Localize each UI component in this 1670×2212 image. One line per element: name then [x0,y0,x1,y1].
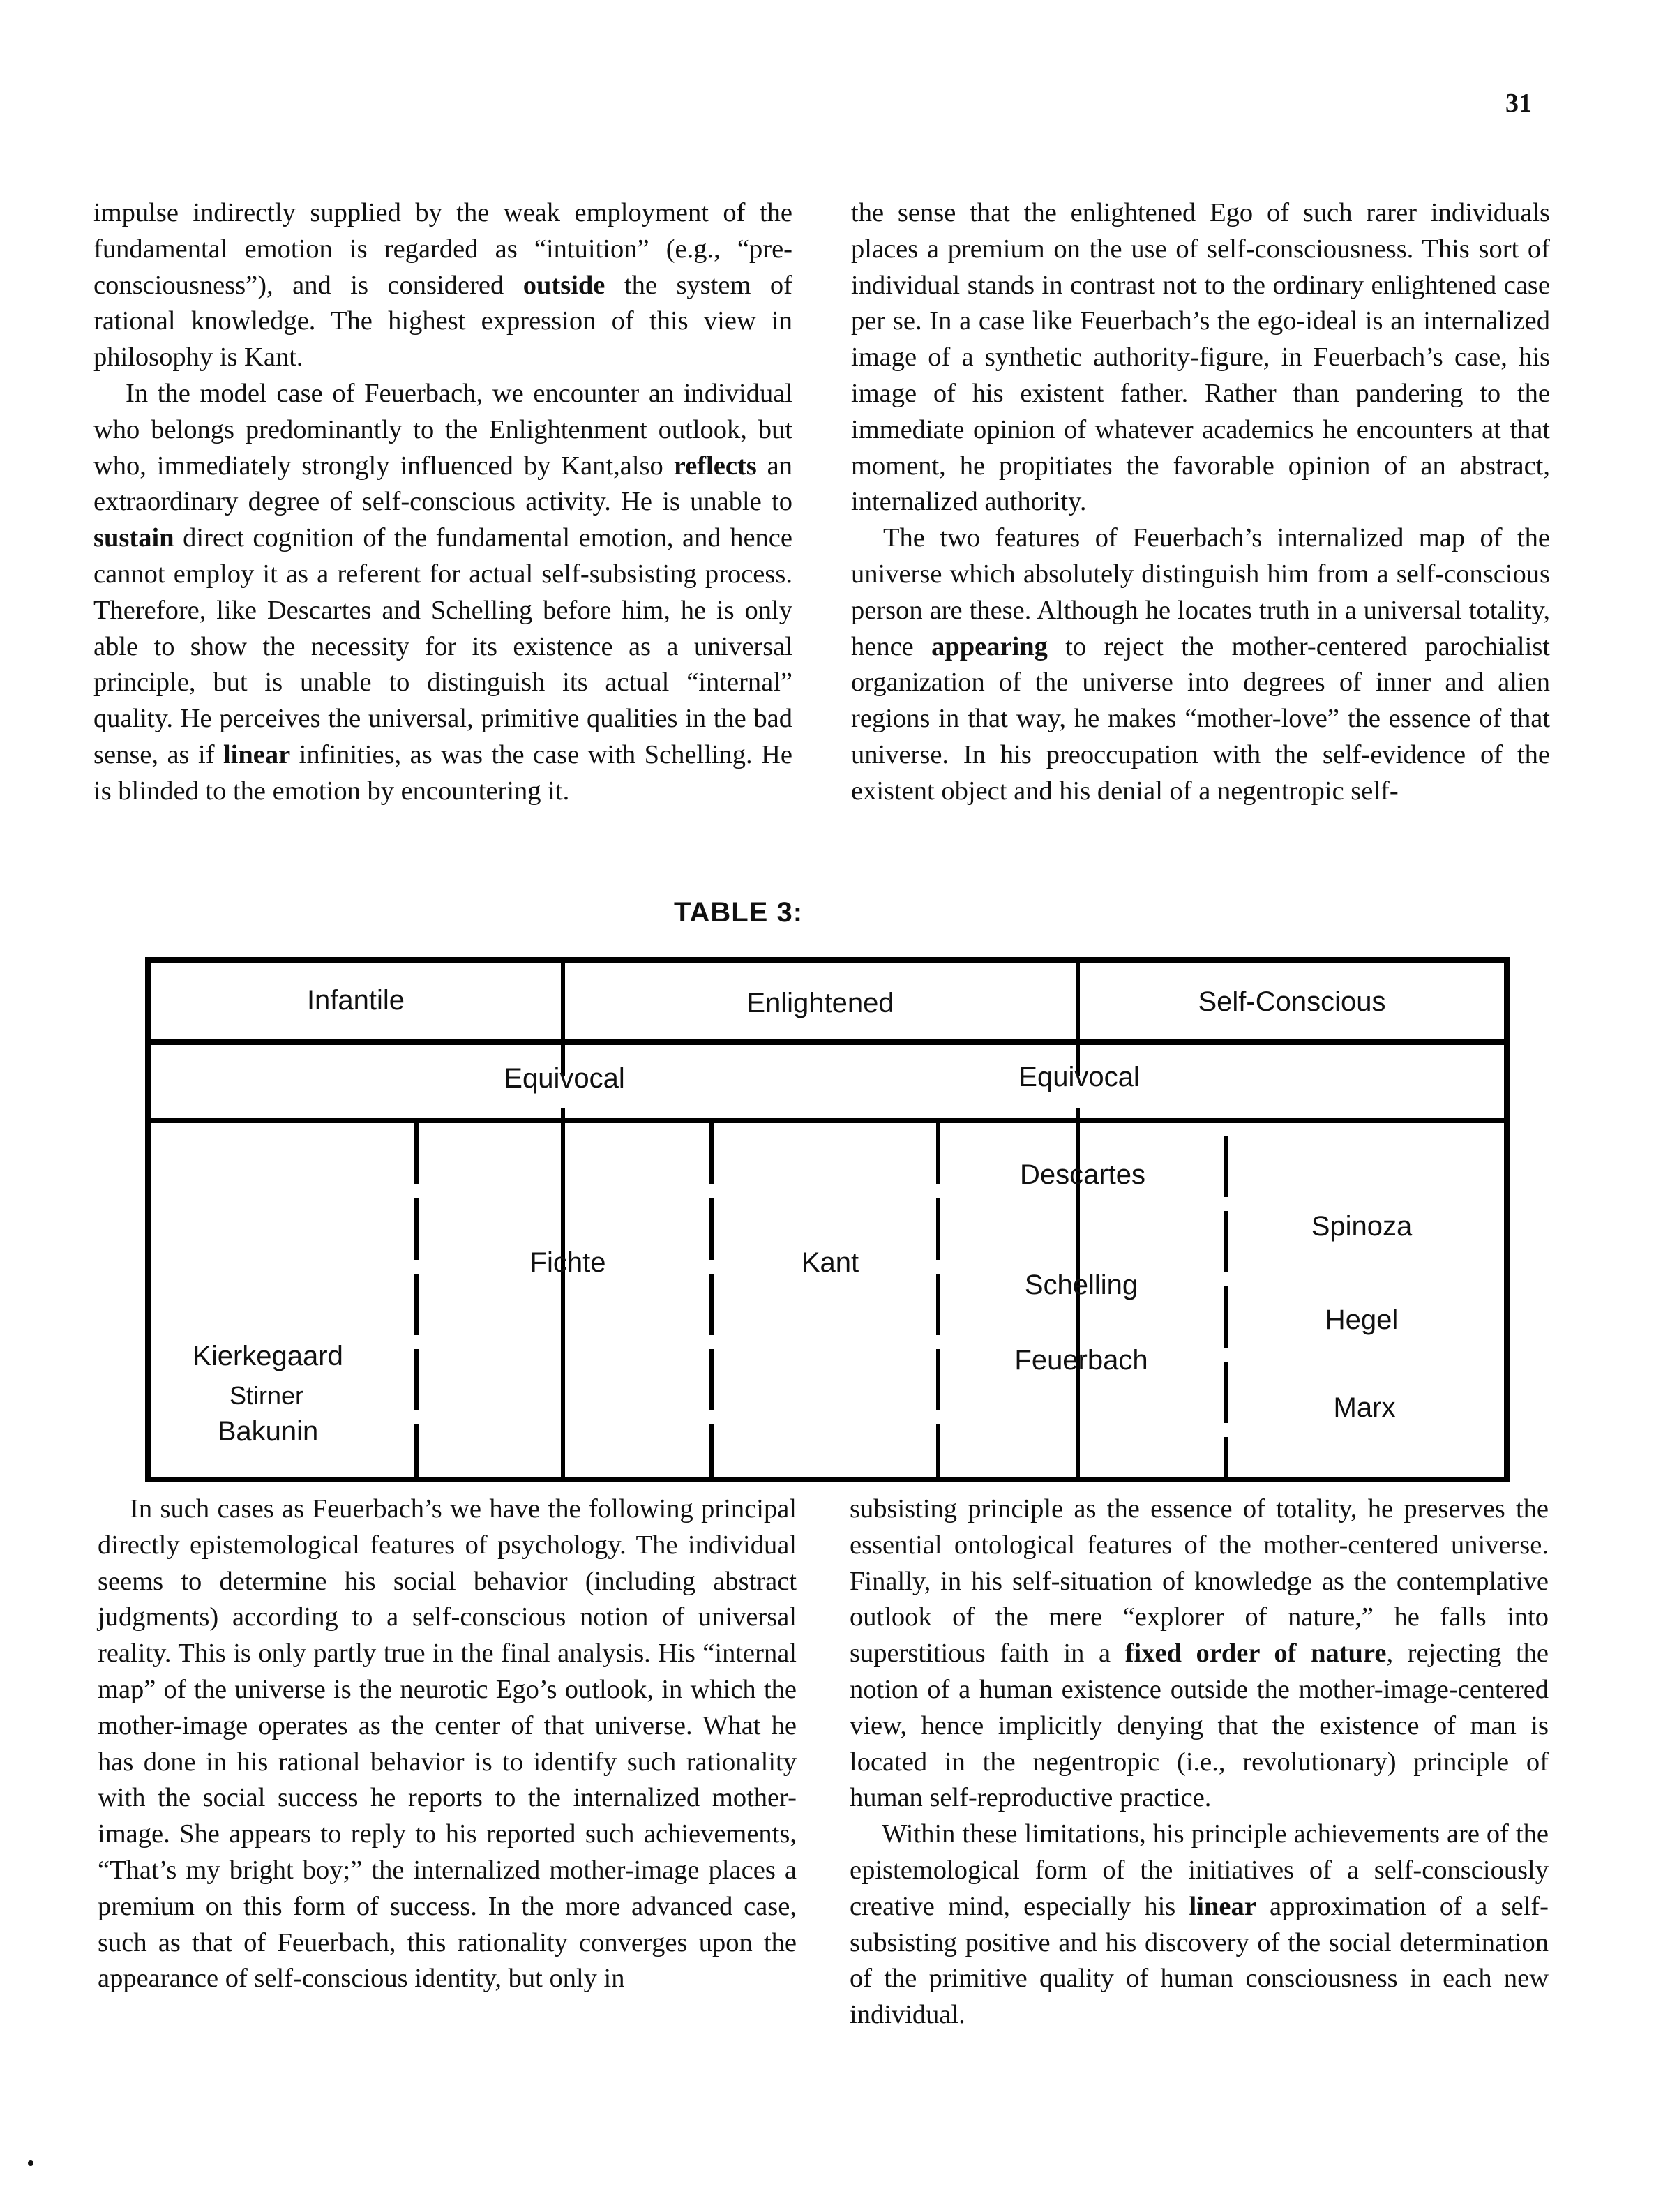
name-kierkegaard: Kierkegaard [193,1341,343,1371]
text-run: impulse indirectly supplied by the weak employment of the fundamental emotion is regarded as “intuition” (e.g., “pre-consciousness”), and is considered [93,198,792,300]
name-feuerbach: Feuerbach [1014,1345,1148,1376]
paragraph [98,1491,797,1997]
name-schelling: Schelling [1024,1270,1138,1300]
bold-emphasis: sustain [93,523,174,553]
header-row-divider [151,1039,1504,1045]
text-run: In such cases as Feuerbach’s we have the following principal directly epistemological features of psychology. The individual seems to determine his social behavior (including abstract judgments) according to a self-conscious notion of universal reality. This is only partly true in the final analysis. His “internal map” of the universe is the neurotic Ego’s outlook, in which the mother-image operates as the center of that universe. What he has done in his rational behavior is to identify such rationality with the social success he reports to the internalized mother-image. She appears to reply to his reported such achievements, “That’s my bright boy;” the internalized mother-image places a premium on this form of success. In the more advanced case, such as that of Feuerbach, this rationality converges upon the appearance of self-conscious identity, but only in [98,1494,797,1994]
equivocal-label-1: Equivocal [504,1063,625,1094]
text-column-bottom-left [98,1491,797,1997]
text-run: , rejecting the notion of a human existence outside the mother-image-centered view, hence implicitly denying that the existence of man is located in the negentropic (i.e., revolutionary) principle of human self-reproductive practice. [850,1639,1549,1813]
text-run: infinities, as was the case with Schelling. He is blinded to the emotion by encountering it. [93,739,792,806]
paragraph [851,520,1550,809]
text-column-top-left [93,195,792,810]
header-enlightened: Enlightened [746,988,894,1018]
name-marx: Marx [1333,1392,1396,1423]
print-speck [28,2160,33,2166]
paragraph [850,1816,1549,2033]
body-divider-dashed-1 [414,1123,419,1477]
text-run: In the model case of Feuerbach, we encounter an individual who belongs predominantly to the Enlightenment outlook, but who, immediately strongly influenced by Kant,also [93,378,792,481]
header-infantile: Infantile [306,985,405,1016]
bold-emphasis: linear [1189,1891,1256,1921]
name-kant: Kant [801,1247,859,1278]
paragraph [851,195,1550,520]
bold-emphasis: appearing [931,631,1048,661]
text-run: an extraordinary degree of self-conscious activity. He is unable to [93,451,793,517]
text-column-bottom-right [850,1491,1549,2033]
text-run: the system of rational knowledge. The highest expression of this view in philosophy is Kant. [93,270,792,373]
equivocal-tick-2-bottom [1076,1108,1080,1118]
text-run: Within these limitations, his principle achievements are of the epistemological form of the initiatives of a self-consciously creative mind, especially his [850,1819,1549,1921]
name-fichte: Fichte [529,1247,606,1278]
text-run: subsisting principle as the essence of totality, he preserves the essential ontological features of the mother-centered universe. Finally, in his self-situation of knowledge as the contemplative outlook of the mere “explorer of nature,” he falls into superstitious faith in a [850,1494,1549,1669]
name-bakunin: Bakunin [217,1416,319,1447]
table-3 [145,957,1510,1482]
header-self-conscious: Self-Conscious [1198,986,1386,1017]
text-run: the sense that the enlightened Ego of such rarer individuals places a premium on the use of self-consciousness. This sort of individual stands in contrast not to the ordinary enlightened case per se. In a case like Feuerbach’s the ego-ideal is an internalized image of a synthetic authority-figure, in Feuerbach’s case, his image of his existent father. Rather than pandering to the immediate opinion of whatever academics he encounters at that moment, he propitiates the favorable opinion of an abstract, internalized authority. [851,198,1550,517]
name-descartes: Descartes [1019,1159,1146,1190]
equivocal-label-2: Equivocal [1018,1062,1140,1092]
body-divider-dashed-3 [936,1123,940,1477]
text-column-top-right [851,195,1550,810]
bold-emphasis: reflects [673,451,757,481]
paragraph [93,195,792,376]
table-title: TABLE 3: [674,897,804,928]
text-run: direct cognition of the fundamental emotion, and hence cannot employ it as a referent for actual self-subsisting process. Therefore, like Descartes and Schelling before him, he is only able to show the necessity for its existence as a universal principle, but is unable to distinguish its actual “internal” quality. He perceives the universal, primitive qualities in the bad sense, as if [93,523,792,769]
name-stirner: Stirner [229,1381,304,1410]
page-number: 31 [1505,89,1532,118]
body-divider-dashed-4 [1224,1136,1228,1477]
bold-emphasis: outside [522,270,605,300]
text-run: to reject the mother-centered parochialist organization of the universe into degrees of inner and alien regions in that way, he makes “mother-love” the essence of that universe. In his preoccupation with the self-evidence of the existent object and his denial of a negentropic self- [851,631,1550,806]
body-divider-dashed-2 [709,1123,714,1477]
name-hegel: Hegel [1325,1304,1399,1335]
paragraph [850,1491,1549,1816]
name-spinoza: Spinoza [1311,1211,1413,1242]
text-run: The two features of Feuerbach’s internalized map of the universe which absolutely distinguish him from a self-conscious person are these. Although he locates truth in a universal totality, hence [851,523,1550,661]
equivocal-row-divider [151,1118,1504,1123]
paragraph [93,376,792,810]
bold-emphasis: linear [223,739,291,769]
bold-emphasis: fixed order of nature [1124,1639,1387,1669]
body-divider-solid-1 [561,1123,565,1477]
text-run: approximation of a self-subsisting positive and his discovery of the social determination of the primitive quality of human consciousness in each new individual. [850,1891,1549,2030]
equivocal-tick-1-bottom [561,1108,565,1118]
